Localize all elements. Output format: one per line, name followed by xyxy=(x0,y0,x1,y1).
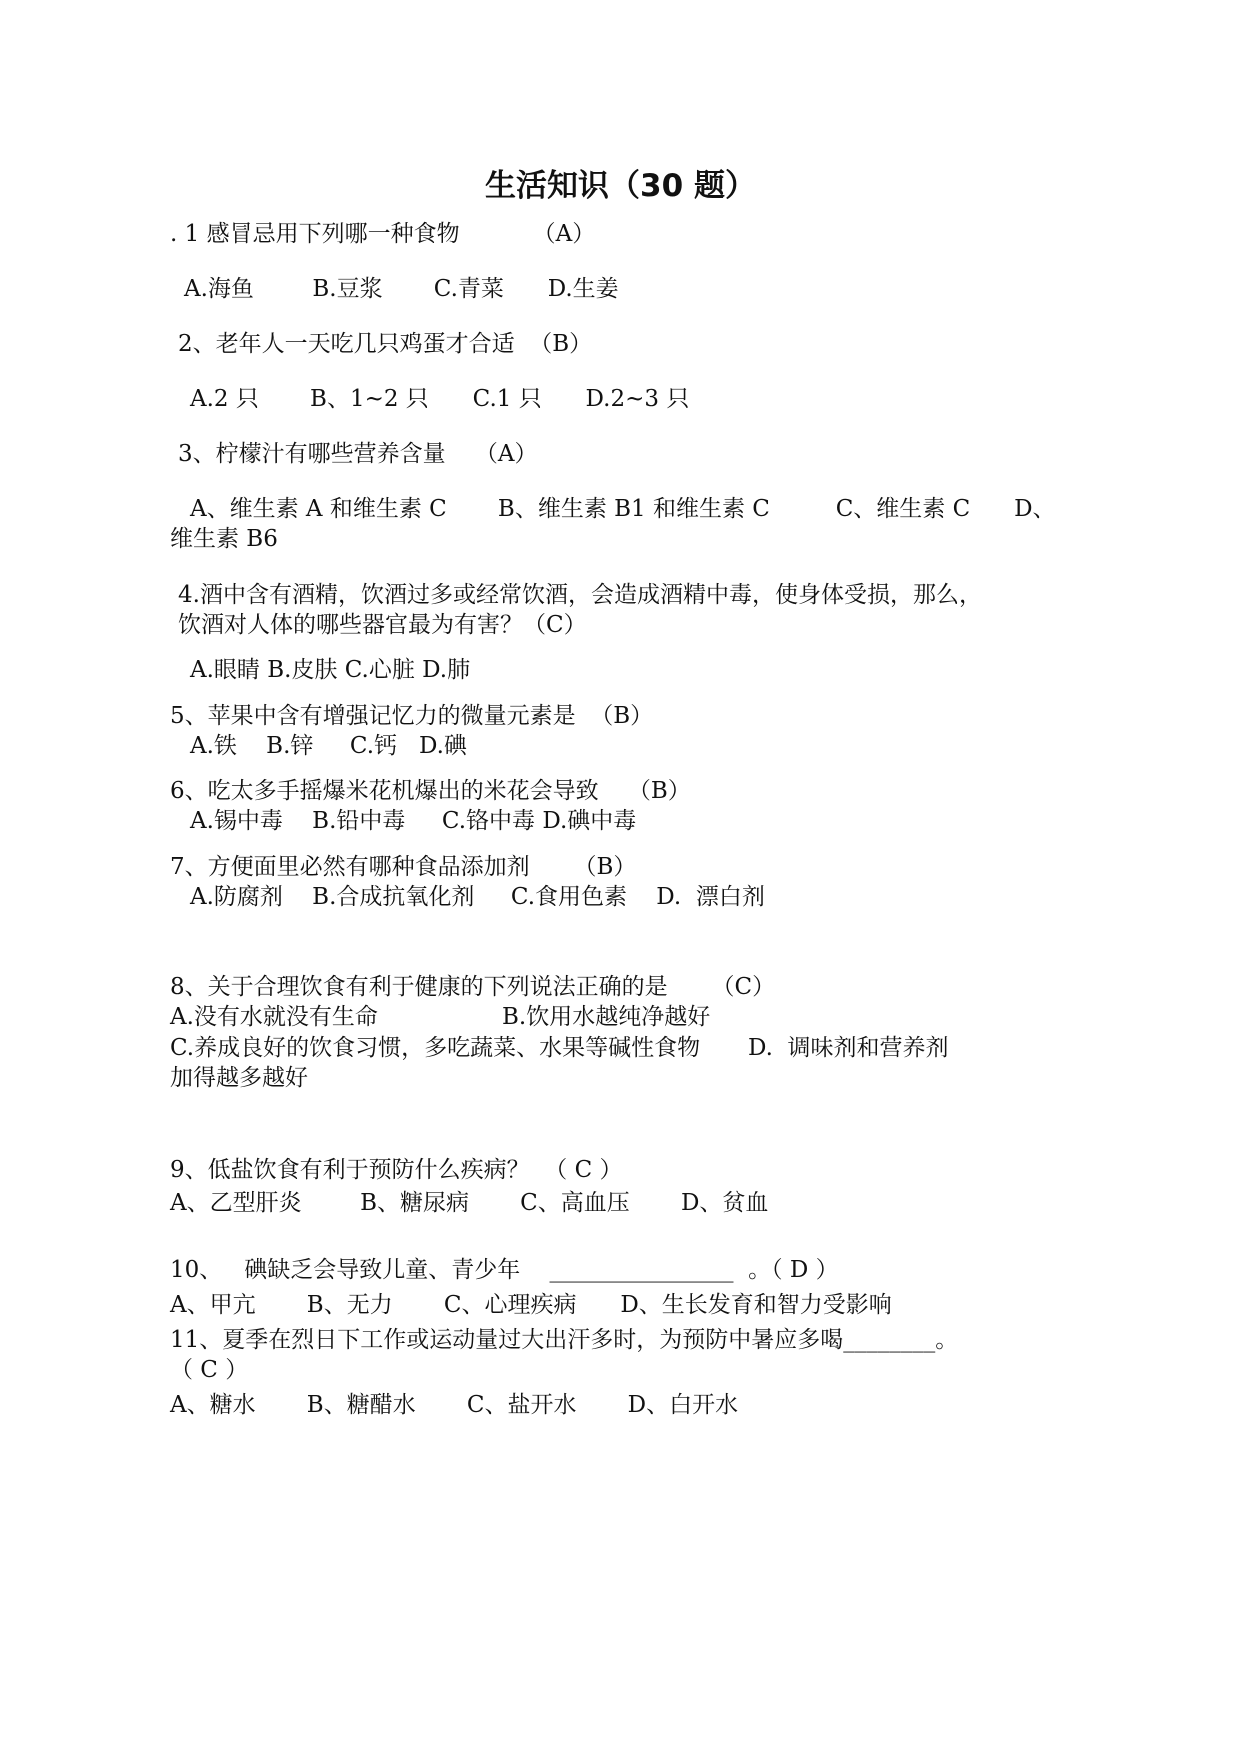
question-3-options-cont: 维生素 B6 xyxy=(170,526,278,552)
question-4-cont: 饮酒对人体的哪些器官最为有害？（C） xyxy=(178,612,587,638)
question-6: 6、吃太多手摇爆米花机爆出的米花会导致 （B） xyxy=(170,778,691,804)
question-2-options: A.2 只 B、1~2 只 C.1 只 D.2~3 只 xyxy=(190,386,690,412)
question-5-options: A.铁 B.锌 C.钙 D.碘 xyxy=(190,733,467,759)
question-4-options: A.眼睛 B.皮肤 C.心脏 D.肺 xyxy=(190,657,471,683)
question-7: 7、方便面里必然有哪种食品添加剂 （B） xyxy=(170,854,637,880)
page-title: 生活知识（30 题） xyxy=(485,168,756,204)
question-11: 11、夏季在烈日下工作或运动量过大出汗多时，为预防中暑应多喝________。 xyxy=(170,1327,959,1353)
question-7-options: A.防腐剂 B.合成抗氧化剂 C.食用色素 D. 漂白剂 xyxy=(190,884,765,910)
question-5: 5、苹果中含有增强记忆力的微量元素是 （B） xyxy=(170,703,654,729)
question-4: 4.酒中含有酒精，饮酒过多或经常饮酒，会造成酒精中毒，使身体受损，那么， xyxy=(178,582,982,608)
question-10: 10、 碘缺乏会导致儿童、青少年 ________________ 。（ D ） xyxy=(170,1257,839,1283)
question-11-answer: （ C ） xyxy=(170,1357,249,1383)
question-9: 9、低盐饮食有利于预防什么疾病？ （ C ） xyxy=(170,1157,623,1183)
question-8: 8、关于合理饮食有利于健康的下列说法正确的是 （C） xyxy=(170,974,776,1000)
question-11-options: A、糖水 B、糖醋水 C、盐开水 D、白开水 xyxy=(170,1392,739,1418)
question-8-option-a: A.没有水就没有生命 xyxy=(170,1004,378,1030)
question-6-options: A.锡中毒 B.铅中毒 C.铬中毒 D.碘中毒 xyxy=(190,808,637,834)
question-8-option-d: D. 调味剂和营养剂 xyxy=(748,1035,949,1061)
question-10-options: A、甲亢 B、无力 C、心理疾病 D、生长发育和智力受影响 xyxy=(170,1292,892,1318)
question-3-options: A、维生素 A 和维生素 C B、维生素 B1 和维生素 C C、维生素 C D、 xyxy=(190,496,1056,522)
question-8-option-d-cont: 加得越多越好 xyxy=(170,1065,308,1091)
question-3: 3、柠檬汁有哪些营养含量 （A） xyxy=(178,441,538,467)
question-1-options: A.海鱼 B.豆浆 C.青菜 D.生姜 xyxy=(184,276,619,302)
question-1: . 1 感冒忌用下列哪一种食物 （A） xyxy=(170,221,596,247)
question-2: 2、老年人一天吃几只鸡蛋才合适 （B） xyxy=(178,331,593,357)
question-8-option-b: B.饮用水越纯净越好 xyxy=(502,1004,711,1030)
question-9-options: A、乙型肝炎 B、糖尿病 C、高血压 D、贫血 xyxy=(170,1190,769,1216)
question-8-option-c: C.养成良好的饮食习惯，多吃蔬菜、水果等碱性食物 xyxy=(170,1035,701,1061)
